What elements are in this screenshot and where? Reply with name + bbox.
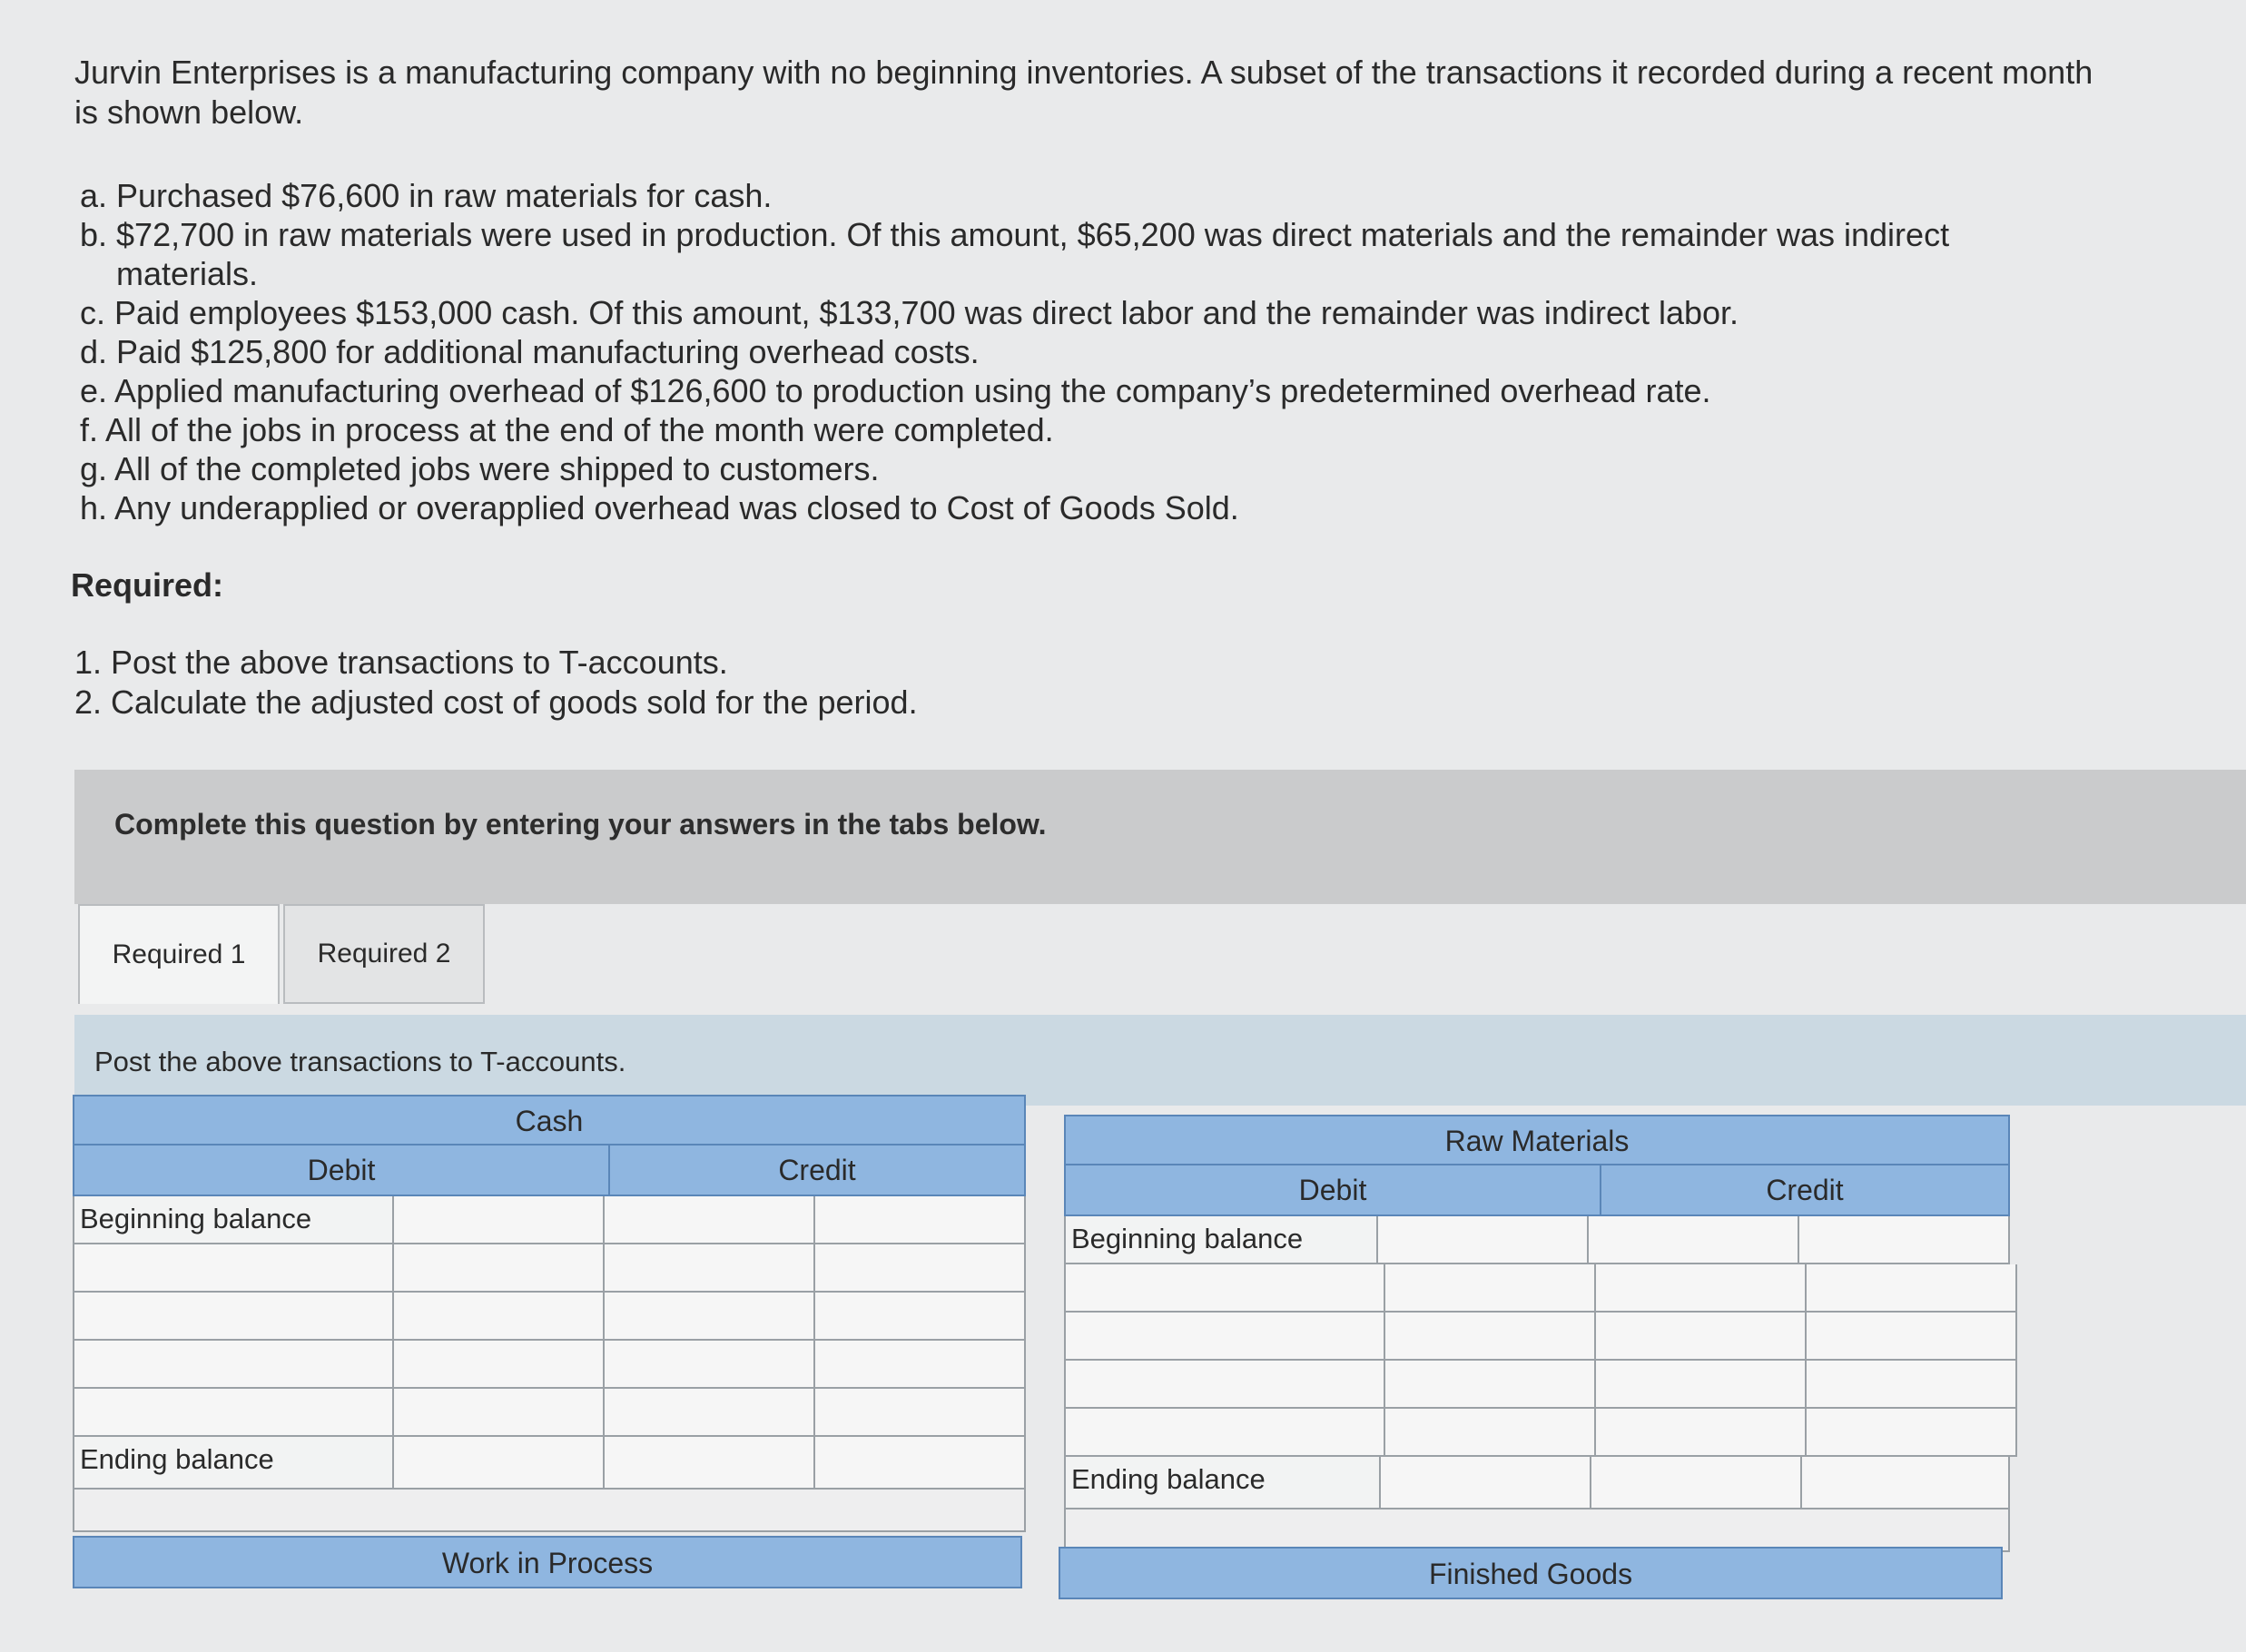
entry-row [1064, 1313, 2010, 1361]
debit-amount-input[interactable] [394, 1244, 605, 1293]
credit-amount-input[interactable] [1799, 1216, 2010, 1264]
t-account-cash [73, 1095, 1026, 1532]
credit-label-input[interactable] [605, 1244, 815, 1293]
entry-row [1064, 1264, 2010, 1313]
debit-amount-input[interactable] [1385, 1361, 1596, 1409]
credit-amount-input[interactable] [1807, 1313, 2017, 1361]
ending-debit-input[interactable] [1381, 1457, 1591, 1509]
instruction-text: Post the above transactions to T-accounts. [94, 1046, 626, 1077]
account-title: Raw Materials [1064, 1115, 2010, 1165]
entry-row [73, 1293, 1026, 1341]
credit-header: Credit [778, 1154, 856, 1186]
account-subheader [1064, 1165, 2010, 1216]
spacer-row [73, 1485, 1026, 1532]
entry-row [1064, 1361, 2010, 1409]
credit-amount-input[interactable] [1807, 1264, 2017, 1313]
debit-amount-input[interactable] [394, 1389, 605, 1437]
debit-label-input[interactable] [73, 1293, 394, 1341]
entry-row [73, 1244, 1026, 1293]
debit-label-input[interactable] [73, 1341, 394, 1389]
transaction-item: b. $72,700 in raw materials were used in production. Of this amount, $65,200 was direct materials and the remainder was indirect materials. [80, 216, 1950, 292]
debit-header: Debit [74, 1146, 610, 1195]
t-account-work-in-process-header: Work in Process [73, 1536, 1022, 1588]
credit-amount-input[interactable] [815, 1244, 1026, 1293]
transaction-item: a. Purchased $76,600 in raw materials for cash. [80, 177, 773, 214]
blank-cell [815, 1437, 1026, 1490]
required-heading: Required: [71, 566, 224, 604]
entry-row [1064, 1409, 2010, 1457]
credit-amount-input[interactable] [815, 1196, 1026, 1244]
row-label: Ending balance [1064, 1457, 1381, 1509]
row-label: Beginning balance [73, 1196, 394, 1244]
required-item: 1. Post the above transactions to T-accounts. [74, 644, 728, 681]
t-account-finished-goods-header: Finished Goods [1059, 1547, 2003, 1599]
spacer-row [1064, 1505, 2010, 1552]
ending-credit-label-input[interactable] [605, 1437, 815, 1490]
debit-amount-input[interactable] [394, 1341, 605, 1389]
debit-label-input[interactable] [1064, 1313, 1385, 1361]
ending-credit-label-input[interactable] [1591, 1457, 1802, 1509]
transaction-item: g. All of the completed jobs were shipped to customers. [80, 450, 880, 487]
credit-label-input[interactable] [605, 1293, 815, 1341]
transaction-list [80, 176, 2077, 527]
credit-label-input[interactable] [1589, 1216, 1799, 1264]
tab-required-2[interactable]: Required 2 [283, 904, 485, 1004]
t-account-raw-materials [1064, 1115, 2010, 1552]
credit-amount-input[interactable] [815, 1293, 1026, 1341]
debit-label-input[interactable] [73, 1389, 394, 1437]
problem-intro: Jurvin Enterprises is a manufacturing company with no beginning inventories. A subset of the transactions it recorded during a recent month is shown below. [74, 54, 2093, 131]
credit-header: Credit [1766, 1174, 1844, 1206]
transaction-item: h. Any underapplied or overapplied overhead was closed to Cost of Goods Sold. [80, 489, 1239, 526]
debit-amount-input[interactable] [394, 1196, 605, 1244]
credit-amount-input[interactable] [1807, 1409, 2017, 1457]
tab-required-1[interactable]: Required 1 [78, 904, 280, 1004]
required-item: 2. Calculate the adjusted cost of goods sold for the period. [74, 683, 918, 721]
instructions-banner [74, 770, 2246, 904]
banner-text: Complete this question by entering your answers in the tabs below. [114, 808, 1047, 841]
credit-amount-input[interactable] [815, 1389, 1026, 1437]
entry-row [73, 1341, 1026, 1389]
credit-amount-input[interactable] [815, 1341, 1026, 1389]
credit-label-input[interactable] [1596, 1409, 1807, 1457]
beginning-balance-row [73, 1196, 1026, 1244]
ending-debit-input[interactable] [394, 1437, 605, 1490]
transaction-item: c. Paid employees $153,000 cash. Of this amount, $133,700 was direct labor and the remainder was indirect labor. [80, 294, 1739, 331]
row-label: Beginning balance [1064, 1216, 1378, 1264]
beginning-balance-row [1064, 1216, 2010, 1264]
required-list [74, 643, 918, 723]
debit-header: Debit [1066, 1165, 1601, 1214]
account-title: Cash [73, 1095, 1026, 1146]
debit-amount-input[interactable] [1385, 1264, 1596, 1313]
credit-label-input[interactable] [1596, 1264, 1807, 1313]
account-subheader [73, 1146, 1026, 1196]
ending-balance-row [1064, 1457, 2010, 1505]
ending-balance-row [73, 1437, 1026, 1485]
debit-amount-input[interactable] [1378, 1216, 1589, 1264]
credit-label-input[interactable] [605, 1341, 815, 1389]
debit-amount-input[interactable] [394, 1293, 605, 1341]
debit-label-input[interactable] [1064, 1409, 1385, 1457]
credit-label-input[interactable] [1596, 1313, 1807, 1361]
debit-label-input[interactable] [1064, 1361, 1385, 1409]
tab-instruction [74, 1015, 2246, 1106]
transaction-item: f. All of the jobs in process at the end of the month were completed. [80, 411, 1054, 448]
credit-label-input[interactable] [1596, 1361, 1807, 1409]
debit-amount-input[interactable] [1385, 1313, 1596, 1361]
blank-cell [1802, 1457, 2010, 1509]
debit-label-input[interactable] [1064, 1264, 1385, 1313]
credit-label-input[interactable] [605, 1389, 815, 1437]
debit-label-input[interactable] [73, 1244, 394, 1293]
entry-row [73, 1389, 1026, 1437]
credit-label-input[interactable] [605, 1196, 815, 1244]
transaction-item: d. Paid $125,800 for additional manufacturing overhead costs. [80, 333, 980, 370]
debit-amount-input[interactable] [1385, 1409, 1596, 1457]
row-label: Ending balance [73, 1437, 394, 1490]
transaction-item: e. Applied manufacturing overhead of $126,600 to production using the company’s predetermined overhead rate. [80, 372, 1711, 409]
credit-amount-input[interactable] [1807, 1361, 2017, 1409]
